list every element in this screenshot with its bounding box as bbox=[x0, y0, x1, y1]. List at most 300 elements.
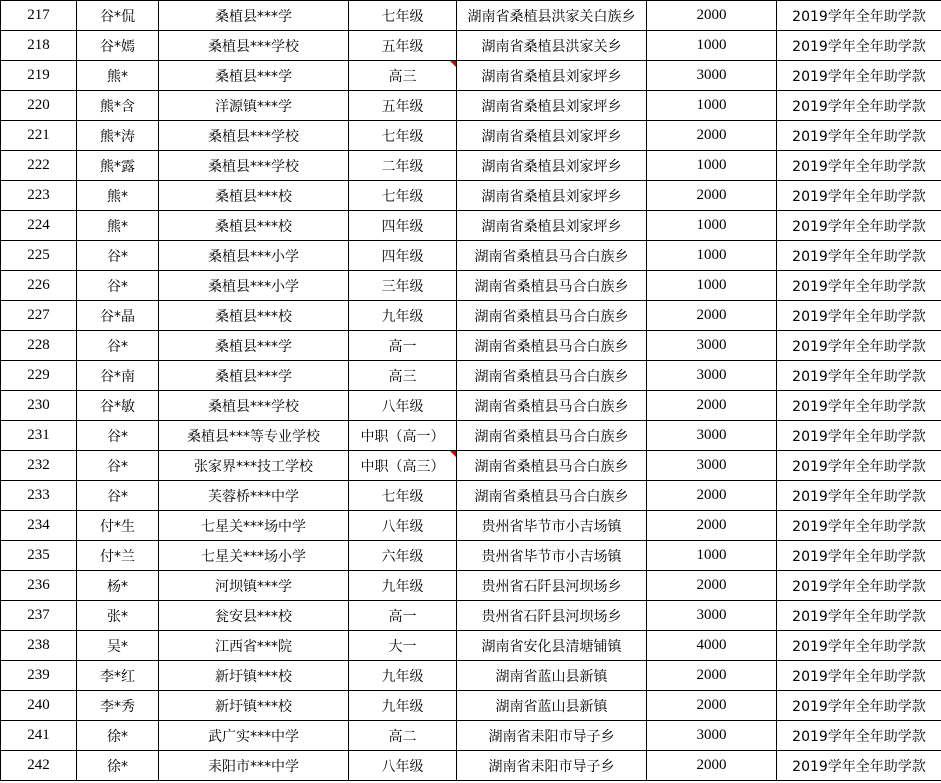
cell-name-text: 熊*涛 bbox=[100, 128, 135, 145]
cell-school[interactable] bbox=[159, 511, 349, 541]
cell-name[interactable] bbox=[77, 61, 159, 91]
cell-address-text: 湖南省耒阳市导子乡 bbox=[488, 758, 615, 775]
cell-address[interactable] bbox=[457, 121, 647, 151]
cell-name[interactable] bbox=[77, 1, 159, 31]
cell-type[interactable] bbox=[777, 61, 941, 91]
cell-number[interactable] bbox=[1, 211, 77, 241]
cell-type[interactable] bbox=[777, 181, 941, 211]
cell-school-text: 芙蓉桥***中学 bbox=[208, 488, 299, 505]
cell-school-text: 河坝镇***学 bbox=[215, 578, 292, 595]
cell-school[interactable] bbox=[159, 181, 349, 211]
cell-grade-text: 六年级 bbox=[381, 548, 424, 565]
cell-type[interactable] bbox=[777, 301, 941, 331]
cell-grade[interactable] bbox=[349, 121, 457, 151]
cell-amount[interactable] bbox=[647, 211, 777, 241]
table-row bbox=[1, 1, 941, 31]
cell-school[interactable] bbox=[159, 121, 349, 151]
cell-address[interactable] bbox=[457, 241, 647, 271]
cell-school[interactable] bbox=[159, 421, 349, 451]
cell-amount-text: 3000 bbox=[696, 67, 727, 83]
table-row bbox=[1, 451, 941, 481]
cell-school[interactable] bbox=[159, 241, 349, 271]
cell-type[interactable] bbox=[777, 331, 941, 361]
cell-grade[interactable] bbox=[349, 301, 457, 331]
cell-type-text: 2019学年全年助学款 bbox=[792, 458, 926, 475]
cell-address[interactable] bbox=[457, 421, 647, 451]
cell-amount[interactable] bbox=[647, 151, 777, 181]
cell-type[interactable] bbox=[777, 361, 941, 391]
cell-grade[interactable] bbox=[349, 601, 457, 631]
cell-address[interactable] bbox=[457, 751, 647, 781]
cell-school-text: 桑植县***学校 bbox=[208, 128, 299, 145]
cell-number[interactable] bbox=[1, 361, 77, 391]
cell-grade-text: 九年级 bbox=[381, 578, 424, 595]
cell-address[interactable] bbox=[457, 631, 647, 661]
cell-number[interactable] bbox=[1, 181, 77, 211]
cell-address[interactable] bbox=[457, 601, 647, 631]
cell-school-text: 桑植县***学校 bbox=[208, 158, 299, 175]
cell-name[interactable] bbox=[77, 31, 159, 61]
cell-school-text: 洋源镇***学 bbox=[215, 98, 292, 115]
cell-name[interactable] bbox=[77, 511, 159, 541]
cell-type[interactable] bbox=[777, 211, 941, 241]
cell-address[interactable] bbox=[457, 301, 647, 331]
cell-amount-text: 2000 bbox=[696, 667, 727, 683]
cell-school-text: 桑植县***小学 bbox=[208, 248, 299, 265]
cell-number[interactable] bbox=[1, 121, 77, 151]
cell-address-text: 湖南省安化县清塘铺镇 bbox=[481, 638, 622, 655]
cell-name[interactable] bbox=[77, 211, 159, 241]
cell-amount[interactable] bbox=[647, 421, 777, 451]
cell-amount[interactable] bbox=[647, 361, 777, 391]
cell-name-text: 谷*晶 bbox=[100, 308, 135, 325]
cell-amount-text: 2000 bbox=[696, 307, 727, 323]
cell-grade-text: 大一 bbox=[388, 638, 417, 655]
cell-grade[interactable] bbox=[349, 241, 457, 271]
cell-type[interactable] bbox=[777, 91, 941, 121]
cell-number[interactable] bbox=[1, 151, 77, 181]
cell-name[interactable] bbox=[77, 151, 159, 181]
cell-school[interactable] bbox=[159, 691, 349, 721]
cell-school-text: 桑植县***学校 bbox=[208, 38, 299, 55]
cell-type-text: 2019学年全年助学款 bbox=[792, 308, 926, 325]
cell-address[interactable] bbox=[457, 1, 647, 31]
cell-address[interactable] bbox=[457, 31, 647, 61]
cell-grade[interactable] bbox=[349, 181, 457, 211]
cell-address[interactable] bbox=[457, 661, 647, 691]
cell-amount[interactable] bbox=[647, 601, 777, 631]
cell-grade-text: 七年级 bbox=[381, 188, 424, 205]
cell-amount-text: 2000 bbox=[696, 487, 727, 503]
cell-address[interactable] bbox=[457, 61, 647, 91]
cell-name[interactable] bbox=[77, 451, 159, 481]
cell-address[interactable] bbox=[457, 151, 647, 181]
cell-number-text: 231 bbox=[27, 427, 50, 443]
cell-amount[interactable] bbox=[647, 31, 777, 61]
cell-number-text: 242 bbox=[27, 757, 50, 773]
cell-grade[interactable] bbox=[349, 91, 457, 121]
cell-school[interactable] bbox=[159, 601, 349, 631]
cell-address[interactable] bbox=[457, 181, 647, 211]
cell-type[interactable] bbox=[777, 421, 941, 451]
table-row bbox=[1, 511, 941, 541]
cell-address-text: 湖南省桑植县洪家关白族乡 bbox=[467, 8, 636, 25]
cell-address-text: 湖南省桑植县刘家坪乡 bbox=[481, 188, 622, 205]
cell-name[interactable] bbox=[77, 91, 159, 121]
cell-school-text: 耒阳市***中学 bbox=[208, 758, 299, 775]
cell-school-text: 七星关***场中学 bbox=[201, 518, 306, 535]
cell-address-text: 湖南省桑植县刘家坪乡 bbox=[481, 158, 622, 175]
table-row bbox=[1, 481, 941, 511]
cell-amount-text: 1000 bbox=[696, 157, 727, 173]
cell-number-text: 218 bbox=[27, 37, 50, 53]
cell-school[interactable] bbox=[159, 481, 349, 511]
cell-name[interactable] bbox=[77, 541, 159, 571]
cell-number-text: 239 bbox=[27, 667, 50, 683]
cell-number-text: 224 bbox=[27, 217, 50, 233]
cell-amount[interactable] bbox=[647, 511, 777, 541]
cell-address[interactable] bbox=[457, 571, 647, 601]
cell-grade-text: 九年级 bbox=[381, 308, 424, 325]
cell-number-text: 235 bbox=[27, 547, 50, 563]
cell-school-text: 瓮安县***校 bbox=[215, 608, 292, 625]
cell-address-text: 湖南省桑植县马合白族乡 bbox=[474, 428, 629, 445]
cell-name[interactable] bbox=[77, 631, 159, 661]
cell-school[interactable] bbox=[159, 61, 349, 91]
cell-number-text: 220 bbox=[27, 97, 50, 113]
cell-address[interactable] bbox=[457, 211, 647, 241]
cell-name[interactable] bbox=[77, 331, 159, 361]
cell-school[interactable] bbox=[159, 571, 349, 601]
cell-number[interactable] bbox=[1, 691, 77, 721]
cell-name-text: 付*兰 bbox=[100, 548, 135, 565]
cell-school[interactable] bbox=[159, 361, 349, 391]
cell-amount[interactable] bbox=[647, 331, 777, 361]
cell-address-text: 湖南省桑植县马合白族乡 bbox=[474, 308, 629, 325]
comment-marker-icon bbox=[450, 61, 456, 67]
cell-grade[interactable] bbox=[349, 391, 457, 421]
cell-number[interactable] bbox=[1, 511, 77, 541]
cell-amount-text: 3000 bbox=[696, 427, 727, 443]
cell-number[interactable] bbox=[1, 421, 77, 451]
cell-amount-text: 2000 bbox=[696, 127, 727, 143]
cell-name-text: 徐* bbox=[107, 758, 128, 775]
cell-grade[interactable] bbox=[349, 421, 457, 451]
cell-address[interactable] bbox=[457, 691, 647, 721]
cell-amount[interactable] bbox=[647, 1, 777, 31]
cell-amount[interactable] bbox=[647, 121, 777, 151]
cell-school[interactable] bbox=[159, 271, 349, 301]
cell-name[interactable] bbox=[77, 751, 159, 781]
cell-number-text: 238 bbox=[27, 637, 50, 653]
cell-school-text: 桑植县***等专业学校 bbox=[187, 428, 320, 445]
cell-name[interactable] bbox=[77, 391, 159, 421]
cell-amount[interactable] bbox=[647, 661, 777, 691]
cell-number[interactable] bbox=[1, 61, 77, 91]
cell-school[interactable] bbox=[159, 391, 349, 421]
cell-name[interactable] bbox=[77, 691, 159, 721]
cell-amount[interactable] bbox=[647, 301, 777, 331]
cell-school[interactable] bbox=[159, 751, 349, 781]
cell-amount[interactable] bbox=[647, 61, 777, 91]
cell-type[interactable] bbox=[777, 691, 941, 721]
cell-type-text: 2019学年全年助学款 bbox=[792, 758, 926, 775]
cell-name[interactable] bbox=[77, 421, 159, 451]
cell-grade[interactable] bbox=[349, 481, 457, 511]
cell-amount[interactable] bbox=[647, 181, 777, 211]
cell-name-text: 谷* bbox=[107, 278, 128, 295]
cell-school[interactable] bbox=[159, 91, 349, 121]
cell-name[interactable] bbox=[77, 661, 159, 691]
cell-school[interactable] bbox=[159, 451, 349, 481]
cell-type[interactable] bbox=[777, 121, 941, 151]
cell-grade-text: 七年级 bbox=[381, 128, 424, 145]
cell-school[interactable] bbox=[159, 721, 349, 751]
cell-type[interactable] bbox=[777, 601, 941, 631]
cell-school[interactable] bbox=[159, 541, 349, 571]
cell-amount[interactable] bbox=[647, 541, 777, 571]
cell-address-text: 湖南省桑植县马合白族乡 bbox=[474, 488, 629, 505]
cell-type[interactable] bbox=[777, 241, 941, 271]
cell-grade[interactable] bbox=[349, 691, 457, 721]
cell-number[interactable] bbox=[1, 331, 77, 361]
cell-school[interactable] bbox=[159, 31, 349, 61]
cell-address[interactable] bbox=[457, 391, 647, 421]
cell-type-text: 2019学年全年助学款 bbox=[792, 578, 926, 595]
cell-type-text: 2019学年全年助学款 bbox=[792, 548, 926, 565]
cell-type[interactable] bbox=[777, 481, 941, 511]
cell-grade[interactable] bbox=[349, 631, 457, 661]
cell-address-text: 湖南省桑植县刘家坪乡 bbox=[481, 98, 622, 115]
cell-type[interactable] bbox=[777, 271, 941, 301]
cell-number-text: 227 bbox=[27, 307, 50, 323]
cell-type[interactable] bbox=[777, 511, 941, 541]
cell-type-text: 2019学年全年助学款 bbox=[792, 608, 926, 625]
cell-number[interactable] bbox=[1, 1, 77, 31]
cell-school-text: 桑植县***校 bbox=[215, 308, 292, 325]
cell-amount-text: 2000 bbox=[696, 757, 727, 773]
table-row bbox=[1, 571, 941, 601]
cell-number[interactable] bbox=[1, 541, 77, 571]
cell-number-text: 222 bbox=[27, 157, 50, 173]
cell-type[interactable] bbox=[777, 541, 941, 571]
table-row bbox=[1, 601, 941, 631]
cell-name[interactable] bbox=[77, 271, 159, 301]
cell-number[interactable] bbox=[1, 241, 77, 271]
cell-grade[interactable] bbox=[349, 541, 457, 571]
cell-address-text: 湖南省蓝山县新镇 bbox=[495, 668, 608, 685]
cell-type[interactable] bbox=[777, 451, 941, 481]
cell-type-text: 2019学年全年助学款 bbox=[792, 338, 926, 355]
cell-school[interactable] bbox=[159, 151, 349, 181]
cell-type[interactable] bbox=[777, 631, 941, 661]
cell-school[interactable] bbox=[159, 661, 349, 691]
table-row bbox=[1, 31, 941, 61]
cell-amount[interactable] bbox=[647, 391, 777, 421]
cell-name[interactable] bbox=[77, 571, 159, 601]
cell-name-text: 付*生 bbox=[100, 518, 135, 535]
cell-number[interactable] bbox=[1, 451, 77, 481]
cell-number-text: 232 bbox=[27, 457, 50, 473]
cell-address[interactable] bbox=[457, 331, 647, 361]
cell-grade-text: 高三 bbox=[388, 368, 417, 385]
table-row bbox=[1, 91, 941, 121]
cell-name[interactable] bbox=[77, 721, 159, 751]
cell-grade[interactable] bbox=[349, 1, 457, 31]
cell-number-text: 236 bbox=[27, 577, 50, 593]
cell-school-text: 新圩镇***校 bbox=[215, 668, 292, 685]
cell-school[interactable] bbox=[159, 331, 349, 361]
table-row bbox=[1, 421, 941, 451]
cell-school[interactable] bbox=[159, 211, 349, 241]
cell-number[interactable] bbox=[1, 721, 77, 751]
cell-amount[interactable] bbox=[647, 751, 777, 781]
cell-grade[interactable] bbox=[349, 751, 457, 781]
cell-amount[interactable] bbox=[647, 91, 777, 121]
cell-amount[interactable] bbox=[647, 631, 777, 661]
cell-grade-text: 七年级 bbox=[381, 488, 424, 505]
cell-address[interactable] bbox=[457, 481, 647, 511]
cell-type[interactable] bbox=[777, 1, 941, 31]
cell-address-text: 湖南省桑植县刘家坪乡 bbox=[481, 218, 622, 235]
cell-amount-text: 1000 bbox=[696, 37, 727, 53]
cell-amount-text: 2000 bbox=[696, 517, 727, 533]
cell-number[interactable] bbox=[1, 601, 77, 631]
cell-number[interactable] bbox=[1, 271, 77, 301]
cell-type[interactable] bbox=[777, 31, 941, 61]
cell-name[interactable] bbox=[77, 181, 159, 211]
cell-amount-text: 2000 bbox=[696, 697, 727, 713]
cell-school-text: 桑植县***学 bbox=[215, 68, 292, 85]
cell-address[interactable] bbox=[457, 451, 647, 481]
cell-name[interactable] bbox=[77, 241, 159, 271]
cell-school[interactable] bbox=[159, 1, 349, 31]
cell-grade-text: 九年级 bbox=[381, 698, 424, 715]
cell-name-text: 谷* bbox=[107, 338, 128, 355]
cell-number[interactable] bbox=[1, 571, 77, 601]
cell-grade-text: 高二 bbox=[388, 728, 417, 745]
table-row bbox=[1, 391, 941, 421]
cell-amount-text: 1000 bbox=[696, 97, 727, 113]
cell-name-text: 谷* bbox=[107, 428, 128, 445]
cell-grade[interactable] bbox=[349, 511, 457, 541]
cell-grade[interactable] bbox=[349, 361, 457, 391]
cell-address-text: 湖南省桑植县洪家关乡 bbox=[481, 38, 622, 55]
cell-amount[interactable] bbox=[647, 481, 777, 511]
cell-amount[interactable] bbox=[647, 271, 777, 301]
cell-type[interactable] bbox=[777, 151, 941, 181]
cell-name-text: 李*红 bbox=[100, 668, 135, 685]
cell-grade-text: 八年级 bbox=[381, 398, 424, 415]
cell-type[interactable] bbox=[777, 661, 941, 691]
cell-type[interactable] bbox=[777, 721, 941, 751]
cell-type[interactable] bbox=[777, 751, 941, 781]
cell-name-text: 李*秀 bbox=[100, 698, 135, 715]
cell-grade[interactable] bbox=[349, 721, 457, 751]
cell-amount-text: 2000 bbox=[696, 187, 727, 203]
cell-name-text: 熊*含 bbox=[100, 98, 135, 115]
cell-type-text: 2019学年全年助学款 bbox=[792, 218, 926, 235]
cell-grade[interactable] bbox=[349, 571, 457, 601]
cell-grade[interactable] bbox=[349, 451, 457, 481]
cell-grade[interactable] bbox=[349, 31, 457, 61]
cell-school-text: 桑植县***校 bbox=[215, 218, 292, 235]
cell-name[interactable] bbox=[77, 121, 159, 151]
cell-number[interactable] bbox=[1, 481, 77, 511]
cell-school[interactable] bbox=[159, 301, 349, 331]
cell-number-text: 221 bbox=[27, 127, 50, 143]
cell-grade[interactable] bbox=[349, 151, 457, 181]
cell-amount[interactable] bbox=[647, 691, 777, 721]
cell-grade[interactable] bbox=[349, 61, 457, 91]
cell-number[interactable] bbox=[1, 301, 77, 331]
cell-type-text: 2019学年全年助学款 bbox=[792, 158, 926, 175]
table-body bbox=[1, 1, 941, 781]
cell-name[interactable] bbox=[77, 301, 159, 331]
cell-grade-text: 四年级 bbox=[381, 248, 424, 265]
cell-type-text: 2019学年全年助学款 bbox=[792, 128, 926, 145]
cell-amount-text: 3000 bbox=[696, 457, 727, 473]
cell-number[interactable] bbox=[1, 391, 77, 421]
table-row bbox=[1, 211, 941, 241]
cell-address[interactable] bbox=[457, 511, 647, 541]
cell-school-text: 七星关***场小学 bbox=[201, 548, 306, 565]
cell-amount-text: 2000 bbox=[696, 577, 727, 593]
cell-address-text: 湖南省耒阳市导子乡 bbox=[488, 728, 615, 745]
cell-amount[interactable] bbox=[647, 451, 777, 481]
cell-amount[interactable] bbox=[647, 241, 777, 271]
cell-type[interactable] bbox=[777, 571, 941, 601]
cell-grade-text: 九年级 bbox=[381, 668, 424, 685]
cell-address[interactable] bbox=[457, 91, 647, 121]
cell-amount[interactable] bbox=[647, 571, 777, 601]
cell-name[interactable] bbox=[77, 601, 159, 631]
cell-number-text: 228 bbox=[27, 337, 50, 353]
cell-amount[interactable] bbox=[647, 721, 777, 751]
cell-address-text: 贵州省石阡县河坝场乡 bbox=[481, 578, 622, 595]
cell-amount-text: 2000 bbox=[696, 397, 727, 413]
cell-address[interactable] bbox=[457, 361, 647, 391]
cell-school-text: 桑植县***学 bbox=[215, 368, 292, 385]
cell-grade-text: 七年级 bbox=[381, 8, 424, 25]
cell-number[interactable] bbox=[1, 31, 77, 61]
cell-type-text: 2019学年全年助学款 bbox=[792, 38, 926, 55]
cell-address-text: 湖南省桑植县马合白族乡 bbox=[474, 368, 629, 385]
cell-type[interactable] bbox=[777, 391, 941, 421]
cell-address-text: 湖南省蓝山县新镇 bbox=[495, 698, 608, 715]
cell-grade[interactable] bbox=[349, 271, 457, 301]
cell-grade[interactable] bbox=[349, 661, 457, 691]
table-row bbox=[1, 691, 941, 721]
cell-number[interactable] bbox=[1, 661, 77, 691]
cell-name[interactable] bbox=[77, 481, 159, 511]
cell-address[interactable] bbox=[457, 721, 647, 751]
cell-address[interactable] bbox=[457, 271, 647, 301]
cell-type-text: 2019学年全年助学款 bbox=[792, 368, 926, 385]
cell-number[interactable] bbox=[1, 91, 77, 121]
table-row bbox=[1, 271, 941, 301]
cell-school[interactable] bbox=[159, 631, 349, 661]
cell-number[interactable] bbox=[1, 751, 77, 781]
cell-address[interactable] bbox=[457, 541, 647, 571]
cell-grade[interactable] bbox=[349, 331, 457, 361]
cell-name[interactable] bbox=[77, 361, 159, 391]
cell-number[interactable] bbox=[1, 631, 77, 661]
cell-address-text: 贵州省石阡县河坝场乡 bbox=[481, 608, 622, 625]
cell-school-text: 桑植县***学 bbox=[215, 8, 292, 25]
cell-grade[interactable] bbox=[349, 211, 457, 241]
cell-grade-text: 高三 bbox=[388, 68, 417, 85]
